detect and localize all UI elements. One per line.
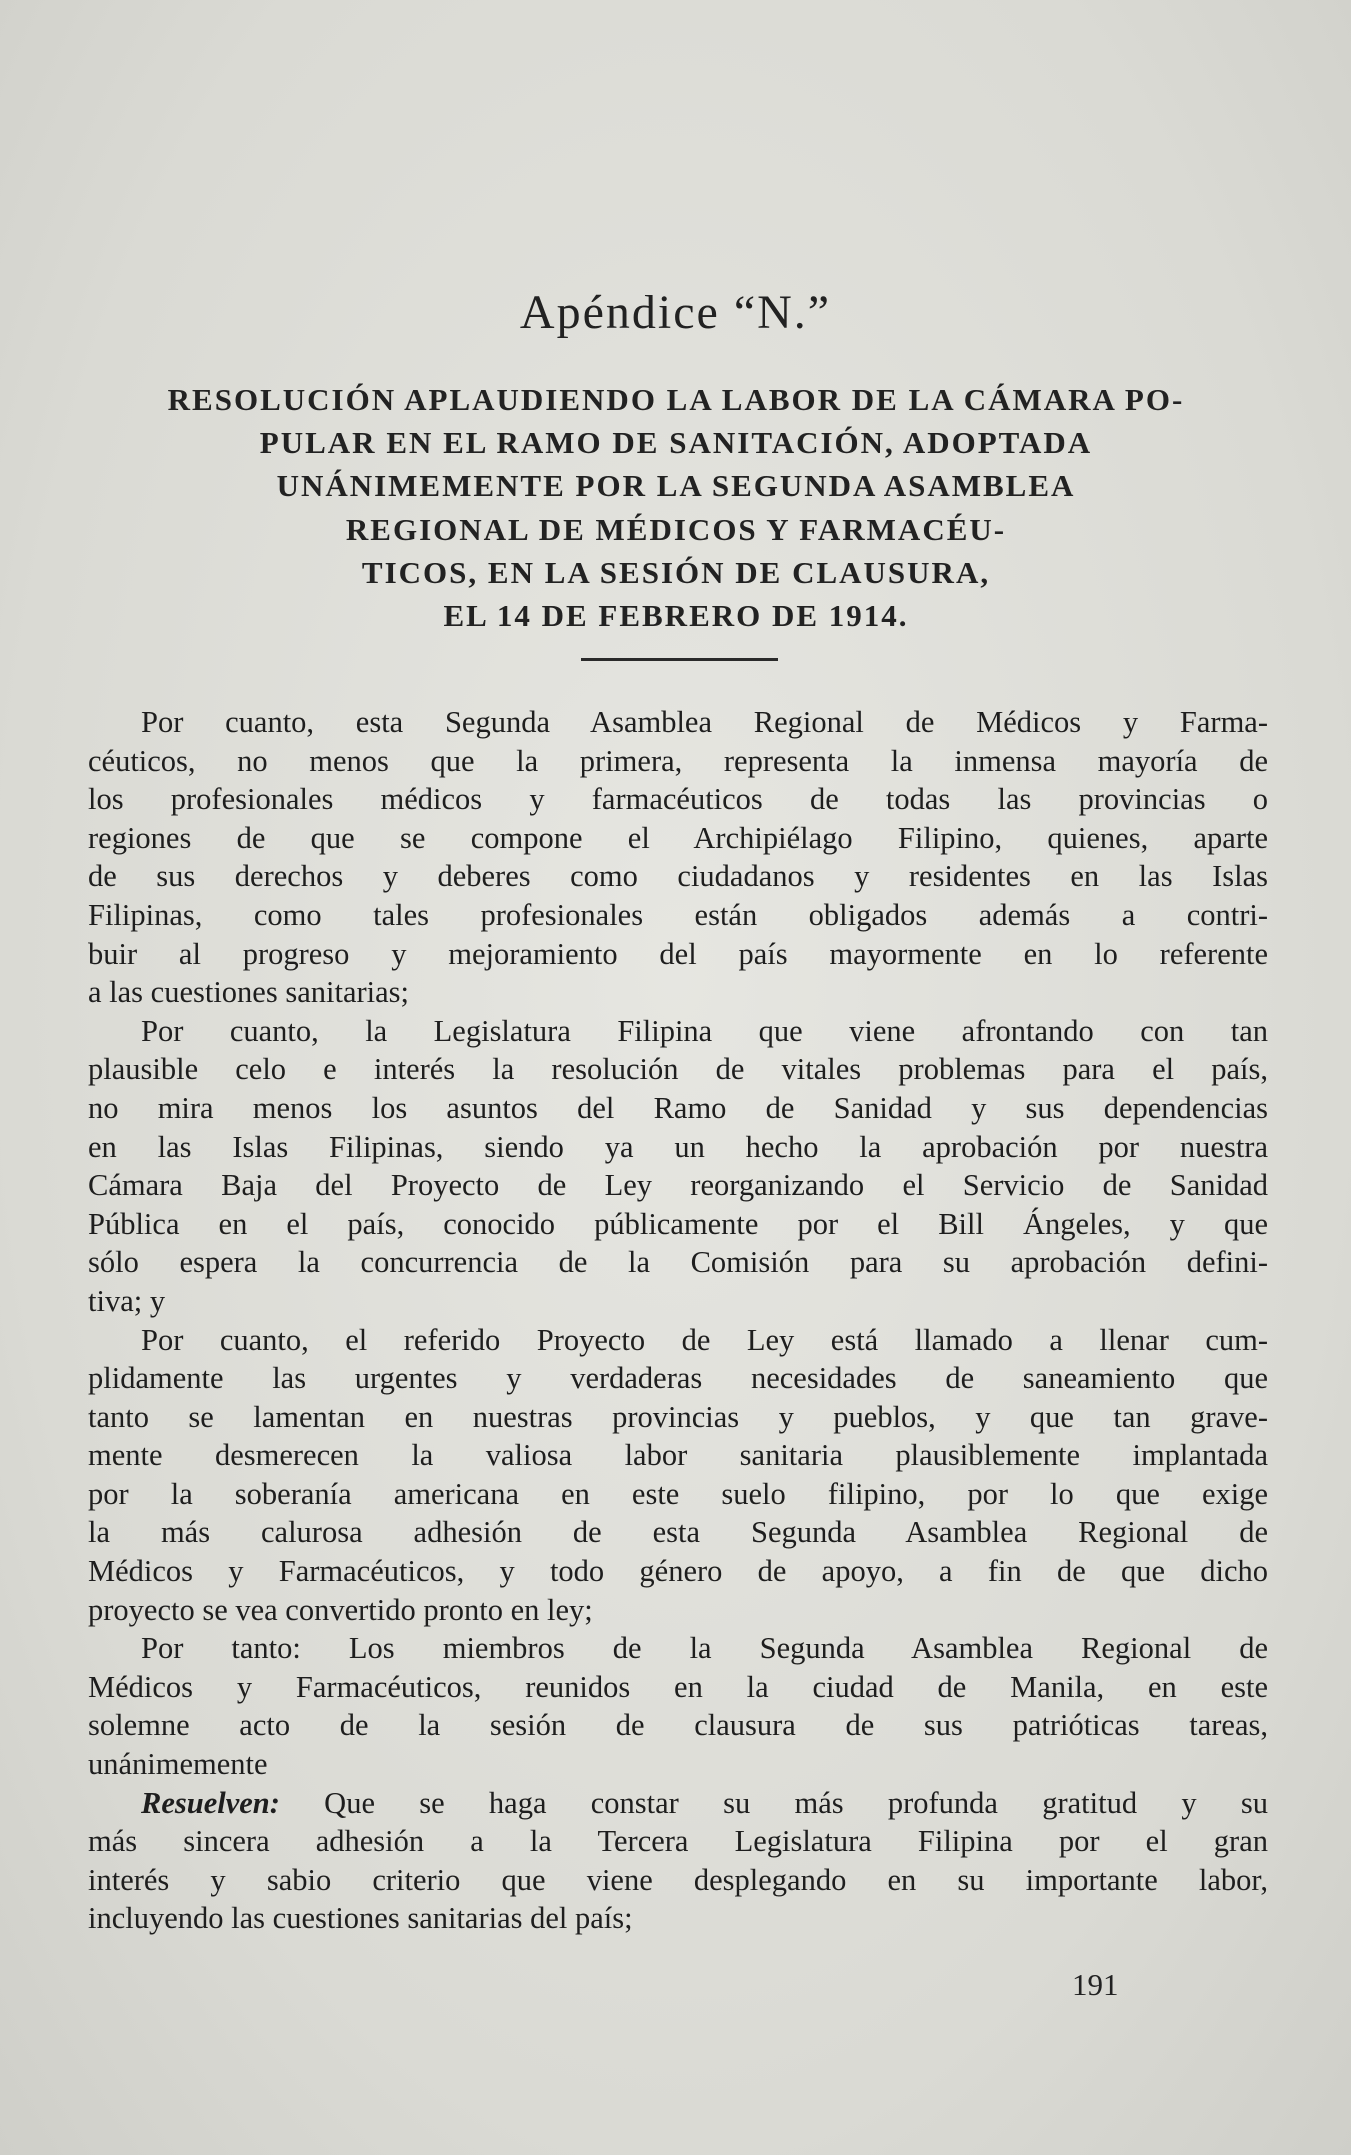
text-line: Médicos y Farmacéuticos, reunidos en la ciudad de Manila, en este — [88, 1669, 1268, 1704]
text-line: Por cuanto, esta Segunda Asamblea Regional de Médicos y Farma- — [141, 705, 1268, 739]
section-divider — [581, 658, 778, 661]
text-line: unánimemente — [88, 1747, 268, 1782]
page-number: 191 — [1072, 1967, 1119, 2002]
paragraph-3 — [88, 1321, 1268, 1630]
text-line: Por cuanto, el referido Proyecto de Ley está llamado a llenar cum- — [141, 1322, 1268, 1357]
text-line: Pública en el país, conocido públicamente por el Bill Ángeles, y que — [88, 1206, 1268, 1241]
text-line: Filipinas, como tales profesionales están obligados además a contri- — [88, 897, 1268, 932]
appendix-title: Apéndice “N.” — [519, 286, 832, 339]
paragraph-4 — [88, 1629, 1268, 1783]
text-line: de sus derechos y deberes como ciudadanos y residentes en las Islas — [88, 859, 1268, 894]
resolution-heading-line: RESOLUCIÓN APLAUDIENDO LA LABOR DE LA CÁMARA PO- — [167, 382, 1185, 417]
paragraph-5 — [88, 1784, 1268, 1938]
text-line — [88, 1784, 1268, 1823]
text-line: tanto se lamentan en nuestras provincias y pueblos, y que tan grave- — [88, 1399, 1268, 1434]
text-line: tiva; y — [88, 1283, 166, 1318]
resolution-heading-line: UNÁNIMEMENTE POR LA SEGUNDA ASAMBLEA — [276, 468, 1076, 504]
resuelven-label: Resuelven: — [141, 1785, 280, 1820]
paragraph-2 — [88, 1012, 1268, 1321]
resolution-heading-line: REGIONAL DE MÉDICOS Y FARMACÉU- — [345, 511, 1007, 547]
text-line: más sincera adhesión a la Tercera Legislatura Filipina por el gran — [88, 1824, 1268, 1859]
text-line: mente desmerecen la valiosa labor sanitaria plausiblemente implantada — [88, 1438, 1268, 1473]
text-line: plausible celo e interés la resolución de vitales problemas para el país, — [88, 1052, 1268, 1087]
resolution-heading-line: EL 14 DE FEBRERO DE 1914. — [443, 598, 909, 634]
text-line: Cámara Baja del Proyecto de Ley reorganizando el Servicio de Sanidad — [88, 1168, 1268, 1203]
text-line: plidamente las urgentes y verdaderas necesidades de saneamiento que — [88, 1361, 1268, 1396]
resolution-heading-line: PULAR EN EL RAMO DE SANITACIÓN, ADOPTADA — [259, 425, 1093, 461]
text-line: Por tanto: Los miembros de la Segunda Asamblea Regional de — [141, 1631, 1268, 1666]
text-line: regiones de que se compone el Archipiélago Filipino, quienes, aparte — [88, 820, 1268, 855]
text-line: Médicos y Farmacéuticos, y todo género de apoyo, a fin de que dicho — [88, 1554, 1268, 1589]
text-fragment: Que se haga constar su más profunda gratitud y su — [279, 1785, 1268, 1820]
text-line: Por cuanto, la Legislatura Filipina que viene afrontando con tan — [141, 1013, 1268, 1048]
text-line: la más calurosa adhesión de esta Segunda Asamblea Regional de — [88, 1515, 1268, 1550]
text-line: céuticos, no menos que la primera, representa la inmensa mayoría de — [88, 743, 1268, 778]
text-line: solemne acto de la sesión de clausura de sus patrióticas tareas, — [88, 1708, 1268, 1743]
text-line: a las cuestiones sanitarias; — [88, 975, 409, 1010]
text-line: los profesionales médicos y farmacéuticos de todas las provincias o — [88, 782, 1268, 817]
text-line: interés y sabio criterio que viene desplegando en su importante labor, — [88, 1862, 1268, 1897]
body-text — [88, 703, 1268, 1938]
text-line: no mira menos los asuntos del Ramo de Sanidad y sus dependencias — [88, 1090, 1268, 1125]
text-line: buir al progreso y mejoramiento del país mayormente en lo referente — [88, 936, 1268, 971]
text-line: proyecto se vea convertido pronto en ley; — [88, 1592, 593, 1627]
text-line: incluyendo las cuestiones sanitarias del país; — [88, 1901, 633, 1936]
text-line: sólo espera la concurrencia de la Comisión para su aprobación defini- — [88, 1245, 1268, 1280]
text-line: por la soberanía americana en este suelo filipino, por lo que exige — [88, 1476, 1268, 1511]
text-line: en las Islas Filipinas, siendo ya un hecho la aprobación por nuestra — [88, 1129, 1268, 1164]
resolution-heading — [120, 378, 1232, 637]
paragraph-1 — [88, 703, 1268, 1012]
resolution-heading-line: TICOS, EN LA SESIÓN DE CLAUSURA, — [361, 554, 991, 590]
